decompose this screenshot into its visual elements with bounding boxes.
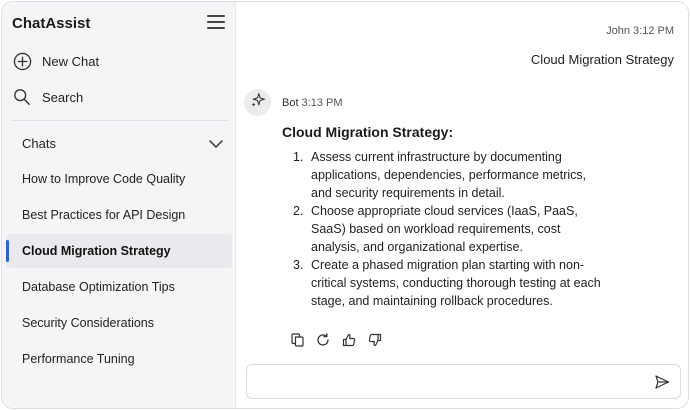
chat-item-cloud-migration[interactable]: [6, 234, 232, 268]
chat-item-label: Security Considerations: [22, 316, 155, 330]
hamburger-menu-icon[interactable]: [207, 15, 225, 31]
bot-name: Bot: [282, 97, 299, 109]
user-message-meta: [606, 25, 674, 37]
list-item-number: 2.: [293, 204, 304, 218]
list-item-number: 1.: [293, 150, 304, 164]
chats-section-toggle[interactable]: [12, 132, 228, 154]
chat-item-code-quality[interactable]: [6, 162, 232, 196]
chat-item-label: Cloud Migration Strategy: [22, 244, 171, 258]
sidebar-divider: [12, 120, 228, 121]
regenerate-icon[interactable]: [316, 332, 330, 347]
send-icon[interactable]: [654, 374, 670, 390]
bot-message-heading: Cloud Migration Strategy:: [282, 124, 454, 140]
copy-icon[interactable]: [290, 332, 304, 347]
thumbs-up-icon[interactable]: [342, 332, 356, 347]
new-chat-label: New Chat: [42, 53, 100, 69]
list-item: [282, 256, 602, 310]
app-title: ChatAssist: [12, 15, 91, 32]
bot-message-time: 3:13 PM: [301, 97, 343, 109]
message-composer: [246, 364, 681, 399]
list-item-text: Create a phased migration plan starting with non-critical systems, conducting thorough testing at each stage, and maintaining rollback procedures.: [311, 258, 601, 308]
sidebar: [2, 2, 236, 408]
message-input[interactable]: [257, 371, 647, 393]
thumbs-down-icon[interactable]: [368, 332, 382, 347]
bot-avatar: [244, 89, 271, 116]
list-item-text: Choose appropriate cloud services (IaaS, PaaS, SaaS) based on workload requirements, cost analysis, and organizational expertise.: [311, 204, 578, 254]
user-name: John: [606, 25, 631, 37]
search-icon: [12, 87, 32, 107]
chat-item-security[interactable]: [6, 306, 232, 340]
plus-circle-icon: [12, 51, 32, 71]
user-message-time: 3:12 PM: [633, 25, 674, 37]
message-actions: [290, 332, 382, 347]
chat-item-label: Database Optimization Tips: [22, 280, 175, 294]
list-item: [282, 202, 602, 256]
bot-message-meta: [282, 97, 342, 109]
chat-item-performance-tuning[interactable]: [6, 342, 232, 376]
sparkle-icon: [250, 92, 266, 113]
chat-item-label: Best Practices for API Design: [22, 208, 186, 222]
search-button[interactable]: [12, 84, 222, 110]
chat-item-api-design[interactable]: [6, 198, 232, 232]
chat-item-label: How to Improve Code Quality: [22, 172, 186, 186]
list-item-text: Assess current infrastructure by documenting applications, dependencies, performance metrics, and security requirements in detail.: [311, 150, 587, 200]
chats-section-label: Chats: [22, 135, 56, 151]
chat-list: [2, 162, 236, 378]
new-chat-button[interactable]: [12, 48, 222, 74]
bot-message-list: [282, 148, 602, 310]
user-message-text: Cloud Migration Strategy: [530, 52, 674, 67]
conversation-pane: [236, 2, 688, 408]
app-window: [1, 1, 689, 409]
search-label: Search: [42, 89, 84, 105]
chat-item-label: Performance Tuning: [22, 352, 135, 366]
list-item: [282, 148, 602, 202]
chat-item-database-optimization[interactable]: [6, 270, 232, 304]
chevron-down-icon: [208, 137, 224, 149]
list-item-number: 3.: [293, 258, 304, 272]
